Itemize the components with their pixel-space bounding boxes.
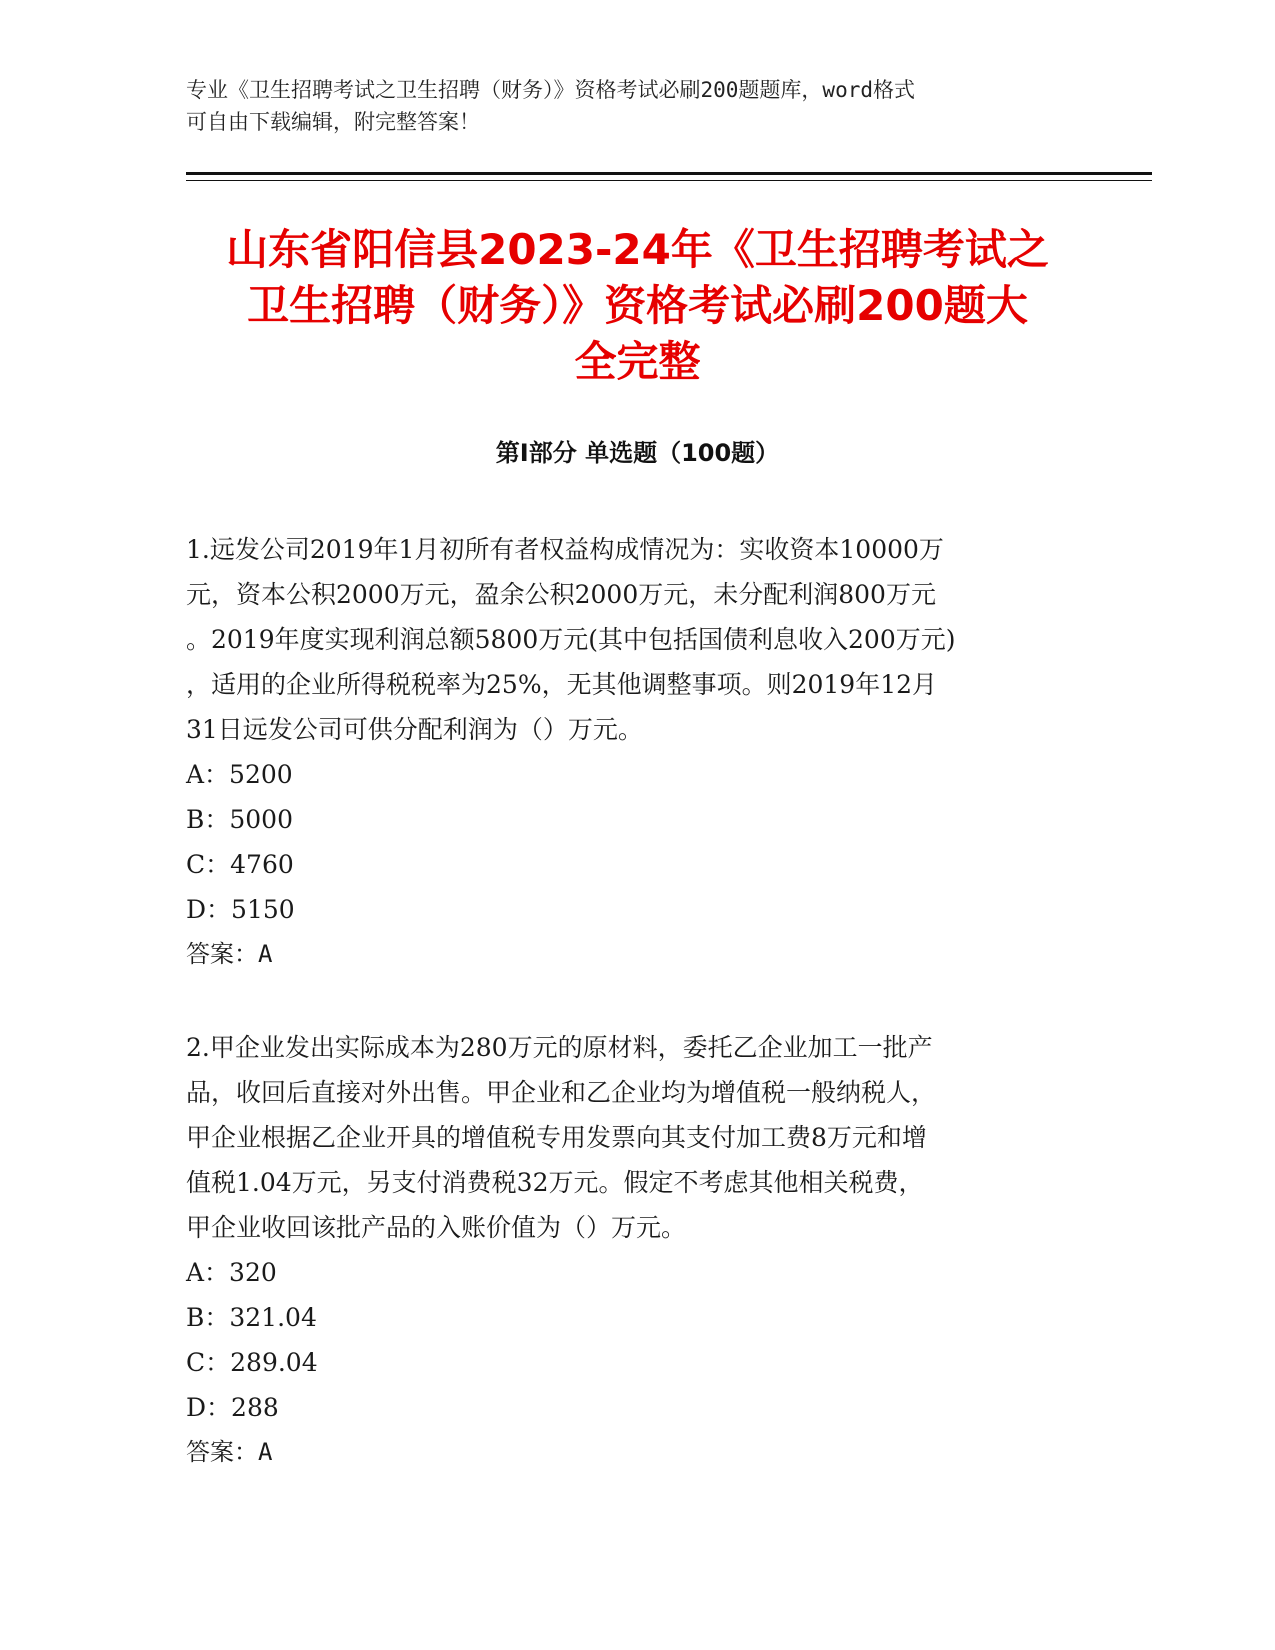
option-d: D：5150	[186, 895, 295, 924]
option-c: C：289.04	[186, 1348, 318, 1377]
option-c: C：4760	[186, 850, 294, 879]
option-d: D：288	[186, 1393, 279, 1422]
title-line: 卫生招聘（财务）》资格考试必刷200题大	[247, 281, 1028, 330]
question-2	[186, 1025, 1086, 1475]
question-text-line: 2.甲企业发出实际成本为280万元的原材料，委托乙企业加工一批产	[186, 1033, 933, 1062]
option-b: B：321.04	[186, 1303, 317, 1332]
question-1	[186, 527, 1086, 977]
answer: 答案：A	[186, 940, 273, 968]
question-text-line: 甲企业收回该批产品的入账价值为（）万元。	[186, 1213, 687, 1242]
question-text-line: 。2019年度实现利润总额5800万元(其中包括国债利息收入200万元)	[186, 625, 956, 654]
question-text-line: ，适用的企业所得税税率为25%，无其他调整事项。则2019年12月	[186, 670, 938, 699]
option-b: B：5000	[186, 805, 293, 834]
question-text-line: 31日远发公司可供分配利润为（）万元。	[186, 715, 643, 744]
question-text-line: 元，资本公积2000万元，盈余公积2000万元，未分配利润800万元	[186, 580, 936, 609]
title-line: 山东省阳信县2023-24年《卫生招聘考试之	[226, 225, 1049, 274]
header-note	[186, 74, 1066, 138]
header-note-line: 可自由下载编辑，附完整答案！	[186, 110, 480, 134]
question-text-line: 1.远发公司2019年1月初所有者权益构成情况为：实收资本10000万	[186, 535, 944, 564]
answer: 答案：A	[186, 1438, 273, 1466]
document-title	[150, 222, 1125, 390]
option-a: A：320	[186, 1258, 277, 1287]
header-divider-thin	[186, 180, 1152, 181]
question-text-line: 甲企业根据乙企业开具的增值税专用发票向其支付加工费8万元和增	[186, 1123, 927, 1152]
question-text-line: 品，收回后直接对外出售。甲企业和乙企业均为增值税一般纳税人，	[186, 1078, 937, 1107]
question-text-line: 值税1.04万元，另支付消费税32万元。假定不考虑其他相关税费，	[186, 1168, 924, 1197]
title-line: 全完整	[574, 337, 701, 386]
header-note-line: 专业《卫生招聘考试之卫生招聘（财务）》资格考试必刷200题题库，word格式	[186, 78, 915, 102]
section-heading: 第I部分 单选题（100题）	[495, 439, 780, 467]
option-a: A：5200	[186, 760, 293, 789]
header-divider-thick	[186, 172, 1152, 175]
